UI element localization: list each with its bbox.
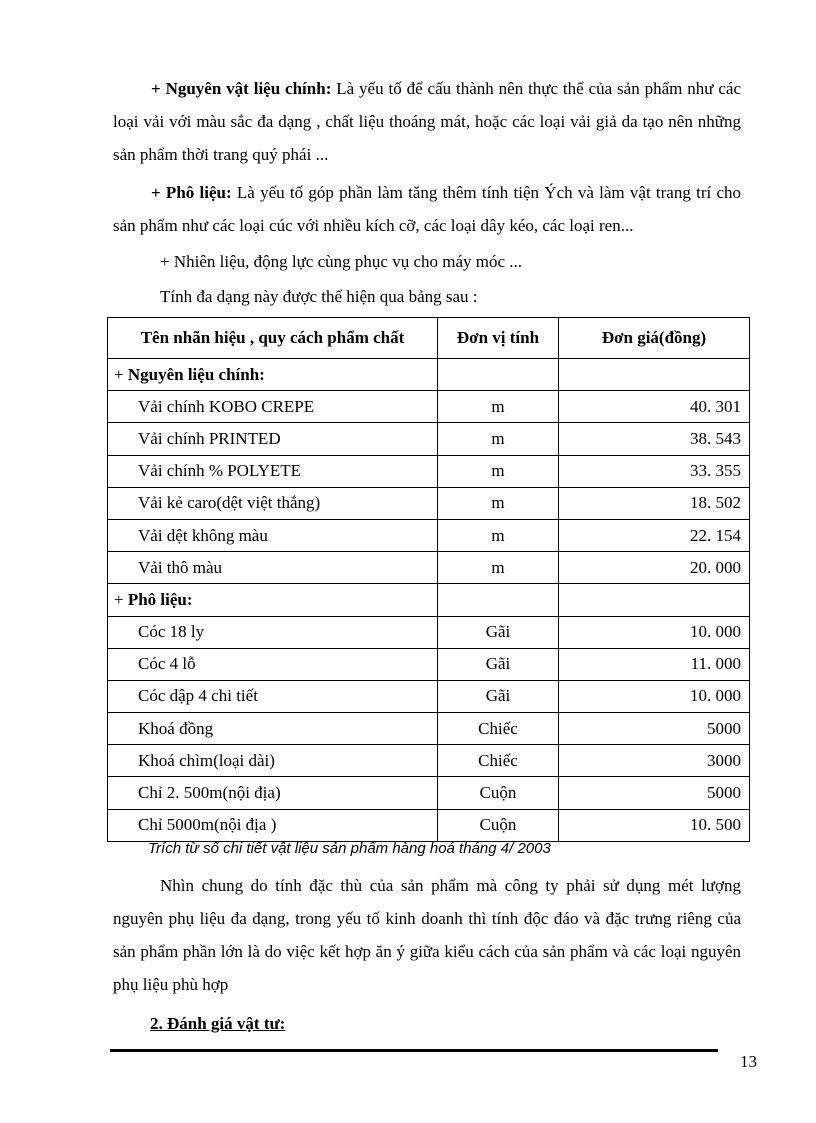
paragraph-conclusion: Nhìn chung do tính đặc thù của sản phẩm mà công ty phải sử dụng mét lượng nguyên phụ liệu đa dạng, trong yếu tố kinh doanh thì tính độc đáo và đặc trưng riêng của sản phẩm phần lớn là do việc kết hợp ăn ý giữa kiểu cách của sản phẩm và các loại nguyên phụ liệu phù hợp (113, 876, 741, 994)
group-acc-label: + Phô liệu: (108, 584, 438, 616)
cell-name: Khoá chìm(loại dài) (108, 745, 438, 777)
cell-unit: m (438, 455, 559, 487)
main-materials-lead: + Nguyên vật liệu chính: (151, 79, 332, 98)
accessories-text: Là yếu tố góp phần làm tăng thêm tính tiện Ých và làm vật trang trí cho sản phẩm như các loại cúc với nhiều kích cỡ, các loại dây kéo, các loại ren... (113, 183, 741, 235)
group-row-main (108, 359, 750, 391)
table-row (108, 391, 750, 423)
cell-unit: m (438, 423, 559, 455)
cell-price: 10. 000 (559, 680, 750, 712)
cell-name: Vải kẻ caro(dệt việt thắng) (108, 487, 438, 519)
table-row (108, 745, 750, 777)
paragraph-table-intro: Tính đa dạng này được thể hiện qua bảng sau : (160, 287, 478, 306)
group-row-accessories (108, 584, 750, 616)
cell-unit: Chiếc (438, 713, 559, 745)
table-row (108, 423, 750, 455)
cell-price: 22. 154 (559, 519, 750, 551)
header-name: Tên nhãn hiệu , quy cách phẩm chất (108, 318, 438, 359)
table-row (108, 713, 750, 745)
cell-price: 40. 301 (559, 391, 750, 423)
paragraph-fuel: + Nhiên liệu, động lực cùng phục vụ cho máy móc ... (160, 252, 523, 271)
materials-table (107, 317, 750, 842)
paragraph-accessories (113, 176, 741, 242)
cell-name: Vải thô màu (108, 552, 438, 584)
cell-unit: Gãi (438, 616, 559, 648)
cell-name: Cóc 4 lỗ (108, 648, 438, 680)
section-heading: 2. Đánh giá vật tư: (150, 1014, 286, 1033)
cell-unit: Chiếc (438, 745, 559, 777)
accessories-lead: + Phô liệu: (151, 183, 232, 202)
cell-price: 10. 000 (559, 616, 750, 648)
cell-price: 38. 543 (559, 423, 750, 455)
cell-unit: m (438, 552, 559, 584)
cell-name: Chỉ 5000m(nội địa ) (108, 809, 438, 841)
page-number: 13 (740, 1052, 757, 1071)
cell-price: 5000 (559, 713, 750, 745)
table-row (108, 552, 750, 584)
cell-name: Chỉ 2. 500m(nội địa) (108, 777, 438, 809)
table-row (108, 616, 750, 648)
cell-price: 18. 502 (559, 487, 750, 519)
table-row (108, 680, 750, 712)
table-row (108, 487, 750, 519)
table-row (108, 455, 750, 487)
cell-price: 20. 000 (559, 552, 750, 584)
cell-unit: Cuộn (438, 777, 559, 809)
cell-unit: Gãi (438, 648, 559, 680)
cell-price: 33. 355 (559, 455, 750, 487)
table-caption: Trích từ sổ chi tiết vật liệu sản phẩm hàng hoá tháng 4/ 2003 (148, 840, 551, 857)
cell-unit: m (438, 391, 559, 423)
table-row (108, 809, 750, 841)
cell-name: Vải chính PRINTED (108, 423, 438, 455)
table-header-row (108, 318, 750, 359)
header-price: Đơn giá(đồng) (559, 318, 750, 359)
cell-unit: Gãi (438, 680, 559, 712)
cell-unit: m (438, 487, 559, 519)
cell-name: Vải chính KOBO CREPE (108, 391, 438, 423)
cell-price: 11. 000 (559, 648, 750, 680)
footer-rule (110, 1049, 718, 1052)
paragraph-main-materials (113, 72, 741, 171)
cell-price: 5000 (559, 777, 750, 809)
cell-name: Vải dệt không màu (108, 519, 438, 551)
header-unit: Đơn vị tính (438, 318, 559, 359)
cell-price: 3000 (559, 745, 750, 777)
main-materials-text: Là yếu tố để cấu thành nên thực thể của sản phẩm như các loại vải với màu sắc đa dạng , chất liệu thoáng mát, hoặc các loại vải giả da tạo nên những sản phẩm thời trang quý phái ... (113, 79, 741, 164)
table-row (108, 519, 750, 551)
group-main-label: + Nguyên liệu chính: (108, 359, 438, 391)
group-main-text: Nguyên liệu chính: (127, 364, 265, 384)
table-row (108, 777, 750, 809)
cell-name: Cóc 18 ly (108, 616, 438, 648)
cell-name: Vải chính % POLYETE (108, 455, 438, 487)
cell-name: Khoá đồng (108, 713, 438, 745)
cell-name: Cóc dập 4 chi tiết (108, 680, 438, 712)
table-row (108, 648, 750, 680)
cell-price: 10. 500 (559, 809, 750, 841)
group-acc-text: Phô liệu: (127, 589, 193, 609)
cell-unit: m (438, 519, 559, 551)
cell-unit: Cuộn (438, 809, 559, 841)
